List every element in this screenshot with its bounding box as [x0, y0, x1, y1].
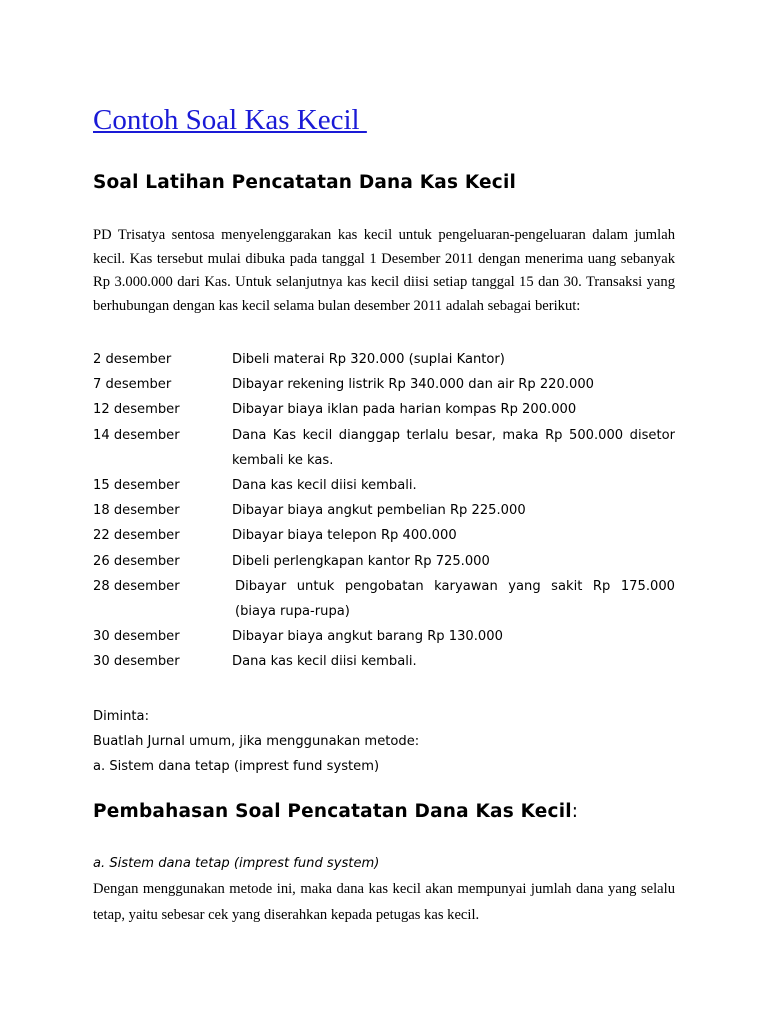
intro-paragraph: PD Trisatya sentosa menyelenggarakan kas kecil untuk pengeluaran-pengeluaran dalam jumlah kecil. Kas tersebut mulai dibuka pada tanggal 1 Desember 2011 dengan menerima uang sebanyak Rp 3.000.000 dari Kas. Untuk selanjutnya kas kecil diisi setiap tanggal 15 dan 30. Transaksi yang berhubungan dengan kas kecil selama bulan desember 2011 adalah sebagai berikut:	[93, 227, 675, 314]
transaction-date: 12 desember	[93, 402, 180, 418]
transaction-date: 2 desember	[93, 352, 172, 367]
transaction-row	[93, 523, 675, 548]
transaction-date: 30 desember	[93, 629, 180, 645]
transaction-date: 15 desember	[93, 478, 180, 494]
transaction-description: Dibeli materai Rp 320.000 (suplai Kantor)	[232, 352, 505, 367]
transaction-description: Dana Kas kecil dianggap terlalu besar, maka Rp 500.000 disetor kembali ke kas.	[232, 427, 675, 468]
transaction-date: 26 desember	[93, 553, 180, 569]
section-heading-discussion	[93, 801, 578, 822]
transaction-row	[93, 473, 675, 498]
transaction-row	[93, 347, 675, 372]
discussion-heading-colon: :	[571, 801, 579, 822]
transaction-row	[93, 649, 675, 674]
section-heading-exercise: Soal Latihan Pencatatan Dana Kas Kecil	[93, 172, 517, 193]
transaction-description: Dana kas kecil diisi kembali.	[232, 478, 417, 494]
transaction-row	[93, 397, 675, 422]
discussion-heading-text: Pembahasan Soal Pencatatan Dana Kas Kecil	[93, 801, 572, 822]
transaction-description: Dibayar biaya angkut barang Rp 130.000	[232, 629, 503, 645]
transaction-description: Dibayar biaya iklan pada harian kompas Rp 200.000	[232, 402, 577, 418]
method-text: a. Sistem dana tetap (imprest fund system)	[93, 759, 380, 774]
transaction-date: 7 desember	[93, 377, 172, 393]
transaction-list	[93, 347, 675, 675]
transaction-description: Dibayar untuk pengobatan karyawan yang sakit Rp 175.000 (biaya rupa-rupa)	[235, 578, 675, 620]
transaction-row	[93, 574, 675, 624]
transaction-row	[93, 423, 675, 473]
asked-label: Diminta:	[93, 709, 149, 724]
transaction-date: 18 desember	[93, 503, 180, 519]
transaction-description: Dibayar biaya angkut pembelian Rp 225.000	[232, 503, 526, 519]
transaction-description: Dana kas kecil diisi kembali.	[232, 654, 417, 670]
page-title-link[interactable]: Contoh Soal Kas Kecil	[93, 104, 367, 136]
transaction-row	[93, 498, 675, 523]
transaction-date: 28 desember	[93, 578, 180, 594]
method-subheading: a. Sistem dana tetap (imprest fund system)	[93, 856, 380, 871]
transaction-row	[93, 624, 675, 649]
transaction-row	[93, 372, 675, 397]
transaction-description: Dibayar biaya telepon Rp 400.000	[232, 528, 457, 544]
conclusion-paragraph: Dengan menggunakan metode ini, maka dana kas kecil akan mempunyai jumlah dana yang selalu tetap, yaitu sebesar cek yang diserahkan kepada petugas kas kecil.	[93, 881, 675, 923]
transaction-description: Dibayar rekening listrik Rp 340.000 dan air Rp 220.000	[232, 377, 595, 393]
transaction-row	[93, 549, 675, 574]
transaction-date: 22 desember	[93, 528, 180, 544]
transaction-date: 14 desember	[93, 427, 180, 443]
instruction-text: Buatlah Jurnal umum, jika menggunakan metode:	[93, 734, 420, 749]
transaction-description: Dibeli perlengkapan kantor Rp 725.000	[232, 553, 490, 569]
transaction-date: 30 desember	[93, 654, 180, 670]
